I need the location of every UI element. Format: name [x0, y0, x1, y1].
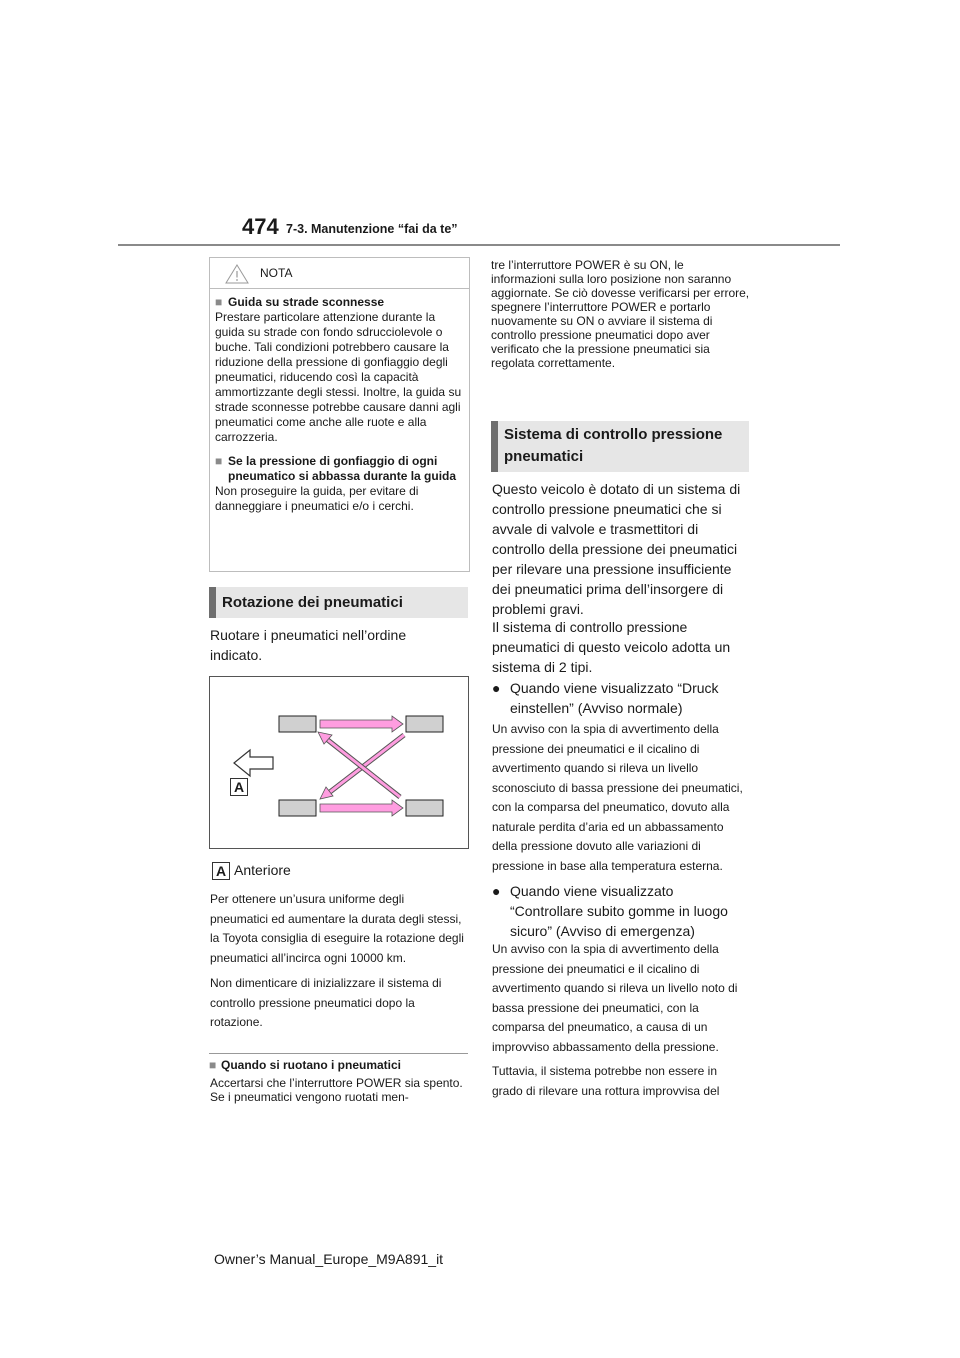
page-number: 474 — [242, 214, 279, 239]
nota-paragraph: Non proseguire la guida, per evitare di danneggiare i pneumatici e/o i cerchi. — [215, 484, 419, 513]
arrow-rear-left-to-rear-right — [320, 800, 403, 816]
rotazione-heading: Rotazione dei pneumatici — [209, 587, 468, 618]
nota-label: NOTA — [260, 266, 293, 280]
nota-paragraph: Prestare particolare attenzione durante la guida su strade con fondo sdrucciolevole o buche. Tali condizioni potrebbero causare la riduzione della pressione di gonfiaggio degli pneumatici, riducendo così la capacità ammortizzante degli stessi. Inoltre, la guida su strade sconnesse potrebbe causare danni agli pneumatici come anche alle ruote e alla carrozzeria. — [215, 310, 462, 444]
nota-box — [209, 257, 470, 572]
callout-label: Anteriore — [234, 862, 291, 878]
rotazione-paragraph-1: Per ottenere un’usura uniforme degli pneumatici ed aumentare la durata degli stessi, la Toyota consiglia di eseguire la rotazione degli pneumatici all’incirca ogni 10000 km. — [210, 892, 464, 965]
rear-left-tire — [279, 800, 316, 816]
sistema-paragraph-1: Questo veicolo è dotato di un sistema di controllo pressione pneumatici che si avvale di valvole e trasmettitori di controllo della pressione dei pneumatici per rilevare una pressione insufficiente dei pneumatici prima dell’insorgere di problemi gravi. — [492, 481, 741, 617]
figure-marker-a: A — [230, 778, 248, 796]
bullet-dot-icon: ● — [492, 883, 501, 899]
front-right-tire — [406, 716, 443, 732]
sistema-paragraph-2: Il sistema di controllo pressione pneumatici di questo veicolo adotta un sistema di 2 tipi. — [492, 619, 731, 675]
rotazione-intro: Ruotare i pneumatici nell’ordine indicato. — [210, 627, 407, 663]
subsection-title-text: Quando si ruotano i pneumatici — [221, 1058, 402, 1072]
warning-triangle-icon — [225, 264, 249, 284]
section-title: 7-3. Manutenzione “fai da te” — [286, 222, 458, 236]
front-direction-arrow-icon — [234, 750, 273, 776]
arrow-rear-right-to-front-left — [318, 732, 400, 797]
rotazione-paragraph-2: Non dimenticare di inizializzare il sistema di controllo pressione pneumatici dopo la rotazione. — [210, 976, 442, 1029]
header-divider — [118, 244, 840, 246]
square-bullet-icon: ■ — [215, 295, 223, 309]
bullet-dot-icon: ● — [492, 680, 501, 696]
rear-right-tire — [406, 800, 443, 816]
arrow-front-left-to-front-right — [320, 716, 403, 732]
bullet-title: Quando viene visualizzato “Controllare subito gomme in luogo sicuro” (Avviso di emergenza) — [510, 883, 728, 939]
footer-text: Owner’s Manual_Europe_M9A891_it — [214, 1251, 444, 1267]
nota-subheading-text: Guida su strade sconnesse — [228, 295, 385, 309]
nota-subheading-text: Se la pressione di gonfiaggio di ogni pneumatico si abbassa durante la guida — [228, 454, 457, 483]
nota-header — [210, 258, 469, 289]
square-bullet-icon: ■ — [215, 454, 223, 468]
sistema-paragraph-3: Tuttavia, il sistema potrebbe non essere in grado di rilevare una rottura improvvisa del — [492, 1064, 720, 1098]
square-bullet-icon: ■ — [209, 1058, 217, 1072]
nota-subheading — [215, 295, 464, 310]
nota-subheading — [215, 454, 464, 484]
bullet-item — [492, 678, 747, 718]
continued-paragraph: tre l’interruttore POWER è su ON, le informazioni sulla loro posizione non saranno aggiornate. Se ciò dovesse verificarsi per errore, spegnere l’interruttore POWER e portarlo nuovamente su ON o avviare il sistema di controllo pressione pneumatici dopo aver verificato che la pressione pneumatici sia regolata correttamente. — [491, 258, 750, 370]
bullet-paragraph: Un avviso con la spia di avvertimento della pressione dei pneumatici e il cicalino di avvertimento quando si rileva un livello noto di bassa pressione dei pneumatici, con la comparsa del pneumatico, a causa di un improvviso abbassamento della pressione. — [492, 942, 738, 1054]
bullet-item — [492, 881, 747, 941]
bullet-title: Quando viene visualizzato “Druck einstellen” (Avviso normale) — [510, 680, 719, 716]
subsection-title — [209, 1058, 401, 1072]
sistema-heading: Sistema di controllo pressione pneumatici — [491, 421, 749, 472]
subsection-paragraph: Accertarsi che l’interruttore POWER sia spento. Se i pneumatici vengono ruotati men- — [210, 1076, 463, 1104]
tire-rotation-diagram — [209, 676, 469, 849]
bullet-paragraph: Un avviso con la spia di avvertimento della pressione dei pneumatici e il cicalino di avvertimento quando si rileva un livello sconosciuto di bassa pressione dei pneumatici, con la comparsa del pneumatico, dovuto alla naturale perdita d’aria ed un abbassamento della pressione dovuto alle variazioni di pressione in base alla temperatura esterna. — [492, 722, 743, 873]
subsection-divider — [209, 1053, 468, 1054]
front-left-tire — [279, 716, 316, 732]
callout-marker-a: A — [212, 862, 230, 880]
callout-legend — [212, 862, 291, 880]
